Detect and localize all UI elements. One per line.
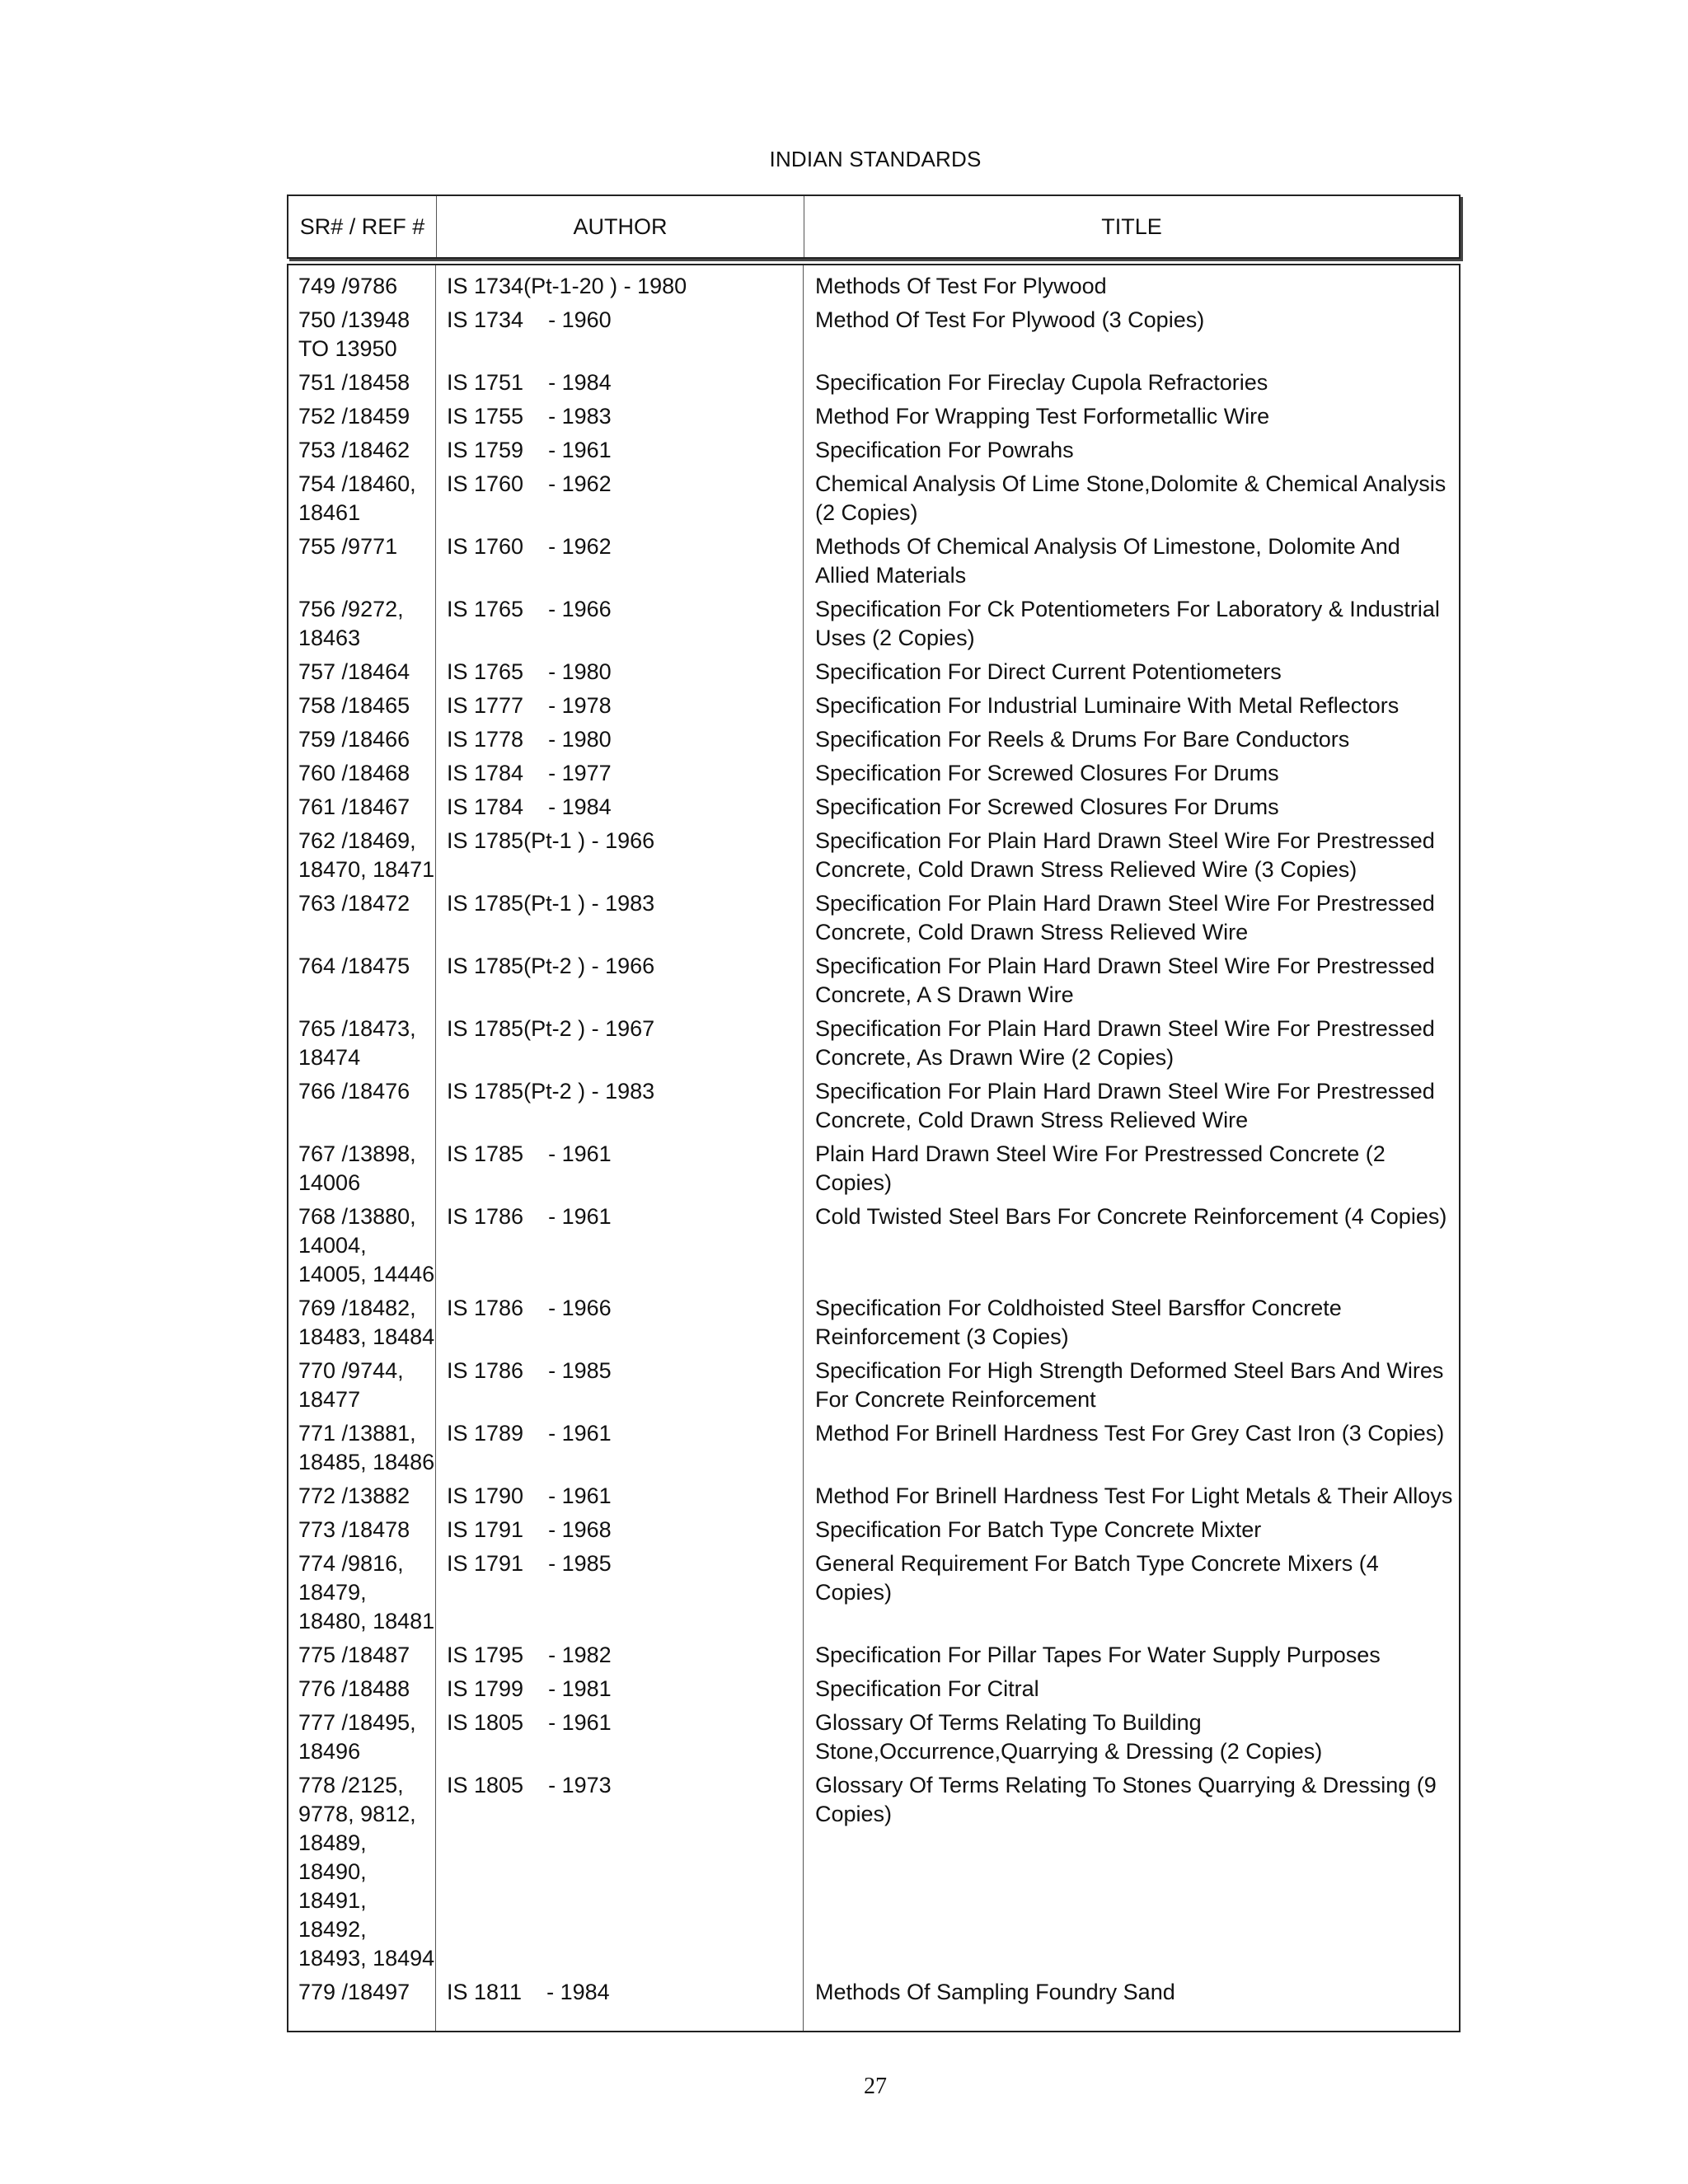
table-row <box>288 595 1459 658</box>
cell-author: IS 1785(Pt-2 ) - 1967 <box>447 1016 655 1041</box>
table-row <box>288 532 1459 595</box>
cell-title: Specification For Powrahs <box>815 438 1074 462</box>
cell-author: IS 1734(Pt-1-20 ) - 1980 <box>447 274 687 298</box>
cell-author: IS 1755 - 1983 <box>447 404 612 429</box>
table-row <box>288 272 1459 306</box>
table-row <box>288 793 1459 827</box>
cell-ref: 778 /2125, 9778, 9812, 18489, 18490, 18491, 18492, 18493, 18494 <box>298 1773 435 1971</box>
table-row <box>288 1675 1459 1708</box>
table-body <box>287 264 1461 2032</box>
cell-author: IS 1785(Pt-1 ) - 1983 <box>447 891 655 916</box>
cell-ref: 770 /9744, 18477 <box>298 1358 404 1412</box>
table-row <box>288 759 1459 793</box>
cell-author: IS 1760 - 1962 <box>447 471 612 496</box>
cell-author: IS 1784 - 1977 <box>447 761 612 785</box>
cell-title: Specification For Screwed Closures For Drums <box>815 794 1279 819</box>
column-header-title: TITLE <box>1101 213 1162 239</box>
cell-ref: 776 /18488 <box>298 1676 410 1701</box>
cell-ref: 773 /18478 <box>298 1517 410 1542</box>
table-row <box>288 1641 1459 1675</box>
cell-title: Methods Of Chemical Analysis Of Limestone, Dolomite And Allied Materials <box>815 534 1400 588</box>
cell-ref: 761 /18467 <box>298 794 410 819</box>
cell-title: Methods Of Sampling Foundry Sand <box>815 1980 1175 2004</box>
cell-author: IS 1760 - 1962 <box>447 534 612 559</box>
table-row <box>288 827 1459 889</box>
cell-ref: 768 /13880, 14004, 14005, 14446 <box>298 1204 435 1286</box>
cell-ref: 766 /18476 <box>298 1079 410 1104</box>
table-row <box>288 889 1459 952</box>
cell-author: IS 1805 - 1961 <box>447 1710 612 1735</box>
page-title: INDIAN STANDARDS <box>769 147 982 171</box>
cell-ref: 758 /18465 <box>298 693 410 718</box>
cell-ref: 772 /13882 <box>298 1483 410 1508</box>
cell-ref: 750 /13948 TO 13950 <box>298 307 410 361</box>
cell-ref: 775 /18487 <box>298 1643 410 1667</box>
cell-author: IS 1805 - 1973 <box>447 1773 612 1797</box>
table-row <box>288 952 1459 1015</box>
cell-title: Methods Of Test For Plywood <box>815 274 1107 298</box>
cell-author: IS 1751 - 1984 <box>447 370 612 395</box>
cell-title: Specification For Pillar Tapes For Water Supply Purposes <box>815 1643 1381 1667</box>
cell-title: Specification For Plain Hard Drawn Steel Wire For Prestressed Concrete, A S Drawn Wire <box>815 954 1435 1007</box>
table-row <box>288 1357 1459 1419</box>
table-row <box>288 1140 1459 1202</box>
cell-title: Cold Twisted Steel Bars For Concrete Reinforcement (4 Copies) <box>815 1204 1447 1229</box>
column-header-author: AUTHOR <box>437 196 804 257</box>
cell-title: Specification For Coldhoisted Steel Barsffor Concrete Reinforcement (3 Copies) <box>815 1296 1342 1349</box>
cell-title: Specification For Direct Current Potentiometers <box>815 659 1282 684</box>
table-row <box>288 1015 1459 1077</box>
cell-title: Chemical Analysis Of Lime Stone,Dolomite & Chemical Analysis (2 Copies) <box>815 471 1447 525</box>
cell-title: Specification For Plain Hard Drawn Steel Wire For Prestressed Concrete, Cold Drawn Stress Relieved Wire (3 Copies) <box>815 828 1435 882</box>
cell-author: IS 1785(Pt-1 ) - 1966 <box>447 828 655 853</box>
page-number: 27 <box>864 2074 887 2099</box>
cell-title: Method For Brinell Hardness Test For Light Metals & Their Alloys <box>815 1483 1453 1508</box>
table-row <box>288 1708 1459 1771</box>
table-row <box>288 1077 1459 1140</box>
cell-ref: 774 /9816, 18479, 18480, 18481 <box>298 1551 435 1633</box>
cell-title: Glossary Of Terms Relating To Stones Quarrying & Dressing (9 Copies) <box>815 1773 1437 1826</box>
table-row <box>288 402 1459 436</box>
column-header-ref: SR# / REF # <box>288 196 437 257</box>
cell-author: IS 1790 - 1961 <box>447 1483 612 1508</box>
cell-author: IS 1791 - 1985 <box>447 1551 612 1576</box>
table-header <box>287 194 1461 259</box>
cell-ref: 764 /18475 <box>298 954 410 978</box>
cell-author: IS 1765 - 1980 <box>447 659 612 684</box>
cell-ref: 763 /18472 <box>298 891 410 916</box>
table-row <box>288 1482 1459 1516</box>
cell-title: Method For Wrapping Test Forformetallic Wire <box>815 404 1270 429</box>
cell-ref: 757 /18464 <box>298 659 410 684</box>
table-row <box>288 658 1459 691</box>
cell-title: Specification For Industrial Luminaire With Metal Reflectors <box>815 693 1400 718</box>
cell-title: Specification For Batch Type Concrete Mixter <box>815 1517 1262 1542</box>
cell-author: IS 1786 - 1985 <box>447 1358 612 1383</box>
cell-author: IS 1786 - 1961 <box>447 1204 612 1229</box>
cell-ref: 754 /18460, 18461 <box>298 471 416 525</box>
table-row <box>288 1978 1459 2012</box>
cell-ref: 769 /18482, 18483, 18484 <box>298 1296 435 1349</box>
cell-author: IS 1791 - 1968 <box>447 1517 612 1542</box>
cell-author: IS 1799 - 1981 <box>447 1676 612 1701</box>
cell-ref: 765 /18473, 18474 <box>298 1016 416 1070</box>
cell-author: IS 1785(Pt-2 ) - 1983 <box>447 1079 655 1104</box>
table-row <box>288 725 1459 759</box>
table-row <box>288 368 1459 402</box>
cell-title: Specification For Screwed Closures For Drums <box>815 761 1279 785</box>
table-row <box>288 306 1459 368</box>
cell-title: Plain Hard Drawn Steel Wire For Prestressed Concrete (2 Copies) <box>815 1141 1386 1195</box>
cell-author: IS 1778 - 1980 <box>447 727 612 752</box>
cell-author: IS 1795 - 1982 <box>447 1643 612 1667</box>
cell-author: IS 1789 - 1961 <box>447 1421 612 1446</box>
cell-title: Method For Brinell Hardness Test For Grey Cast Iron (3 Copies) <box>815 1421 1445 1446</box>
cell-ref: 762 /18469, 18470, 18471 <box>298 828 435 882</box>
cell-title: Specification For Plain Hard Drawn Steel Wire For Prestressed Concrete, Cold Drawn Stress Relieved Wire <box>815 1079 1435 1132</box>
cell-ref: 751 /18458 <box>298 370 410 395</box>
cell-author: IS 1785 - 1961 <box>447 1141 612 1166</box>
table-row <box>288 436 1459 470</box>
cell-ref: 749 /9786 <box>298 274 398 298</box>
table-row <box>288 691 1459 725</box>
cell-ref: 756 /9272, 18463 <box>298 597 404 650</box>
cell-author: IS 1734 - 1960 <box>447 307 612 332</box>
cell-title: Specification For Reels & Drums For Bare Conductors <box>815 727 1350 752</box>
table-row <box>288 1516 1459 1549</box>
cell-ref: 767 /13898, 14006 <box>298 1141 416 1195</box>
cell-author: IS 1786 - 1966 <box>447 1296 612 1320</box>
cell-title: Method Of Test For Plywood (3 Copies) <box>815 307 1205 332</box>
cell-author: IS 1785(Pt-2 ) - 1966 <box>447 954 655 978</box>
cell-author: IS 1811 - 1984 <box>447 1980 610 2004</box>
table-row <box>288 1202 1459 1294</box>
table-row <box>288 1419 1459 1482</box>
table-row <box>288 1771 1459 1978</box>
cell-title: Specification For Fireclay Cupola Refractories <box>815 370 1268 395</box>
cell-ref: 752 /18459 <box>298 404 410 429</box>
cell-author: IS 1784 - 1984 <box>447 794 612 819</box>
cell-ref: 771 /13881, 18485, 18486 <box>298 1421 435 1474</box>
cell-title: General Requirement For Batch Type Concrete Mixers (4 Copies) <box>815 1551 1379 1605</box>
cell-author: IS 1759 - 1961 <box>447 438 612 462</box>
cell-title: Glossary Of Terms Relating To Building Stone,Occurrence,Quarrying & Dressing (2 Copies) <box>815 1710 1323 1764</box>
cell-title: Specification For Citral <box>815 1676 1039 1701</box>
table-row <box>288 1549 1459 1641</box>
cell-title: Specification For High Strength Deformed Steel Bars And Wires For Concrete Reinforcement <box>815 1358 1444 1412</box>
cell-title: Specification For Plain Hard Drawn Steel Wire For Prestressed Concrete, Cold Drawn Stress Relieved Wire <box>815 891 1435 944</box>
cell-title: Specification For Ck Potentiometers For Laboratory & Industrial Uses (2 Copies) <box>815 597 1440 650</box>
table-row <box>288 1294 1459 1357</box>
cell-ref: 753 /18462 <box>298 438 410 462</box>
cell-title: Specification For Plain Hard Drawn Steel Wire For Prestressed Concrete, As Drawn Wire (2 Copies) <box>815 1016 1435 1070</box>
cell-ref: 779 /18497 <box>298 1980 410 2004</box>
cell-ref: 755 /9771 <box>298 534 398 559</box>
cell-author: IS 1765 - 1966 <box>447 597 612 621</box>
cell-ref: 759 /18466 <box>298 727 410 752</box>
cell-author: IS 1777 - 1978 <box>447 693 612 718</box>
table-row <box>288 470 1459 532</box>
cell-ref: 777 /18495, 18496 <box>298 1710 416 1764</box>
cell-ref: 760 /18468 <box>298 761 410 785</box>
